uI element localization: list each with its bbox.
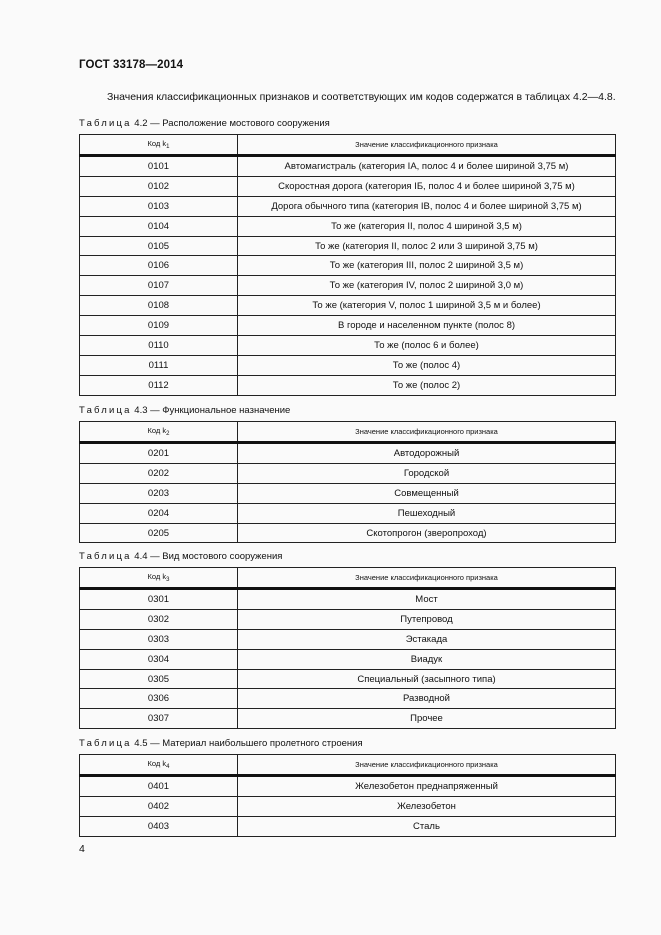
code-column-header: Код $k_3$ [80,568,238,589]
value-cell: То же (полос 6 и более) [238,336,616,356]
table-4-2 [79,134,616,396]
table-caption-title: 4.3 — Функциональное назначение [134,405,291,416]
code-cell: 0307 [80,709,238,729]
table-caption-title: 4.2 — Расположение мостового сооружения [134,118,330,129]
table-caption-label: Таблица [79,738,132,749]
table-header-row [80,568,616,589]
table-caption-4-4 [79,551,282,562]
table-caption-label: Таблица [79,405,132,416]
document-header: ГОСТ 33178—2014 [79,59,184,71]
table-4-4 [79,567,616,729]
table-caption-4-2 [79,118,330,129]
table-row [80,463,616,483]
value-cell: Сталь [238,816,616,836]
table-row [80,176,616,196]
value-cell: Виадук [238,649,616,669]
value-cell: Скоростная дорога (категория IБ, полос 4 и более шириной 3,75 м) [238,176,616,196]
value-cell: Городской [238,463,616,483]
code-cell: 0102 [80,176,238,196]
table-row [80,256,616,276]
code-cell: 0306 [80,689,238,709]
table-row [80,649,616,669]
code-cell: 0402 [80,796,238,816]
value-cell: То же (полос 2) [238,375,616,395]
code-cell: 0205 [80,523,238,543]
value-column-header: Значение классификационного признака [238,568,616,589]
code-cell: 0403 [80,816,238,836]
code-cell: 0202 [80,463,238,483]
code-column-header: Код $k_2$ [80,422,238,443]
table-row [80,336,616,356]
code-cell: 0107 [80,276,238,296]
value-column-header: Значение классификационного признака [238,755,616,776]
value-cell: То же (категория II, полос 4 шириной 3,5 м) [238,216,616,236]
value-cell: Железобетон преднапряженный [238,776,616,797]
table-caption-4-3 [79,405,290,416]
value-cell: Мост [238,589,616,610]
value-cell: Автодорожный [238,443,616,464]
table-row [80,629,616,649]
table-row [80,156,616,177]
table-row [80,796,616,816]
code-cell: 0106 [80,256,238,276]
value-cell: В городе и населенном пункте (полос 8) [238,316,616,336]
value-cell: Эстакада [238,629,616,649]
table-row [80,236,616,256]
value-cell: Скотопрогон (зверопроход) [238,523,616,543]
code-cell: 0201 [80,443,238,464]
value-cell: Автомагистраль (категория IА, полос 4 и более шириной 3,75 м) [238,156,616,177]
value-cell: Совмещенный [238,483,616,503]
table-row [80,503,616,523]
table-row [80,609,616,629]
value-cell: То же (полос 4) [238,355,616,375]
table-row [80,669,616,689]
page-number: 4 [79,843,85,855]
value-column-header: Значение классификационного признака [238,422,616,443]
code-column-header: Код $k_4$ [80,755,238,776]
value-cell: Пешеходный [238,503,616,523]
table-row [80,196,616,216]
code-cell: 0112 [80,375,238,395]
value-cell: То же (категория II, полос 2 или 3 шириной 3,75 м) [238,236,616,256]
value-column-header: Значение классификационного признака [238,135,616,156]
table-row [80,316,616,336]
value-cell: То же (категория IV, полос 2 шириной 3,0 м) [238,276,616,296]
table-caption-title: 4.4 — Вид мостового сооружения [134,551,283,562]
code-cell: 0302 [80,609,238,629]
code-cell: 0203 [80,483,238,503]
code-cell: 0110 [80,336,238,356]
table-caption-label: Таблица [79,118,132,129]
code-cell: 0108 [80,296,238,316]
table-row [80,355,616,375]
value-cell: Специальный (засыпного типа) [238,669,616,689]
code-cell: 0104 [80,216,238,236]
code-cell: 0301 [80,589,238,610]
table-row [80,816,616,836]
table-row [80,689,616,709]
table-row [80,709,616,729]
value-cell: Путепровод [238,609,616,629]
code-cell: 0401 [80,776,238,797]
value-cell: То же (категория III, полос 2 шириной 3,5 м) [238,256,616,276]
table-row [80,443,616,464]
value-cell: То же (категория V, полос 1 шириной 3,5 м и более) [238,296,616,316]
code-cell: 0103 [80,196,238,216]
value-cell: Разводной [238,689,616,709]
table-row [80,375,616,395]
code-cell: 0303 [80,629,238,649]
table-row [80,296,616,316]
code-cell: 0304 [80,649,238,669]
table-row [80,483,616,503]
table-header-row [80,755,616,776]
table-header-row [80,135,616,156]
table-row [80,276,616,296]
table-row [80,216,616,236]
code-cell: 0109 [80,316,238,336]
table-4-5 [79,754,616,837]
table-caption-label: Таблица [79,551,132,562]
value-cell: Прочее [238,709,616,729]
table-header-row [80,422,616,443]
code-column-header: Код $k_1$ [80,135,238,156]
code-cell: 0204 [80,503,238,523]
value-cell: Дорога обычного типа (категория IВ, полос 4 и более шириной 3,75 м) [238,196,616,216]
value-cell: Железобетон [238,796,616,816]
table-4-3 [79,421,616,543]
table-caption-title: 4.5 — Материал наибольшего пролетного строения [134,738,363,749]
code-cell: 0101 [80,156,238,177]
code-cell: 0111 [80,355,238,375]
code-cell: 0105 [80,236,238,256]
table-row [80,523,616,543]
table-caption-4-5 [79,738,363,749]
table-row [80,776,616,797]
table-row [80,589,616,610]
intro-paragraph: Значения классификационных признаков и соответствующих им кодов содержатся в таблицах 4.2—4.8. [107,91,616,103]
code-cell: 0305 [80,669,238,689]
